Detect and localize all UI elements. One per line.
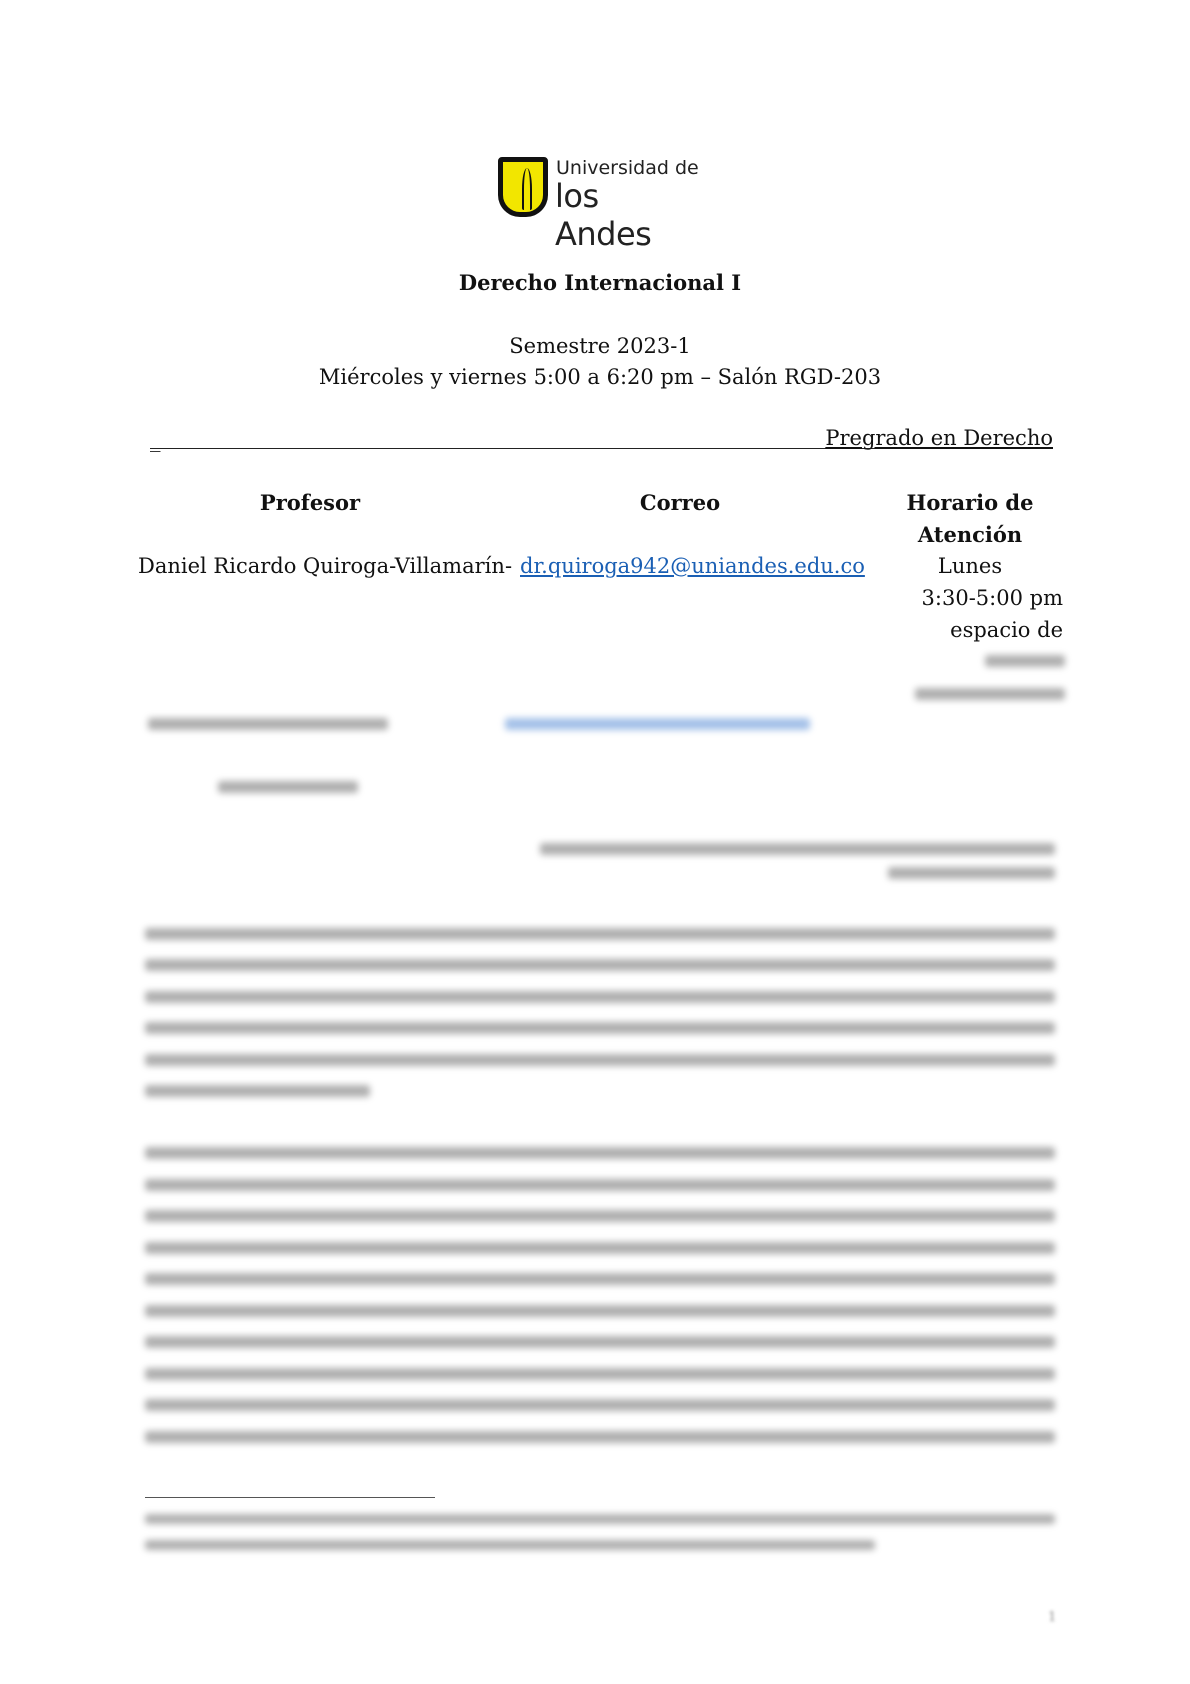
header-hours-1: Horario de bbox=[906, 490, 1034, 515]
redacted-text bbox=[148, 718, 388, 730]
header-email: Correo bbox=[639, 490, 721, 515]
logo-text-line2: los Andes bbox=[555, 177, 652, 253]
redacted-link bbox=[505, 718, 810, 730]
professor-email-link[interactable]: dr.quiroga942@uniandes.edu.co bbox=[520, 554, 865, 578]
footnote-divider bbox=[145, 1497, 435, 1498]
program-marker: _ bbox=[150, 428, 161, 452]
redacted-epigraph bbox=[888, 867, 1055, 879]
hours-time: 3:30-5:00 pm bbox=[921, 586, 1063, 610]
redacted-heading bbox=[218, 781, 358, 793]
page-number: 1 bbox=[1048, 1610, 1057, 1625]
header-hours-2: Atención bbox=[917, 522, 1023, 547]
hours-place: espacio de bbox=[950, 618, 1063, 642]
email-dash: - bbox=[505, 554, 513, 578]
program-label: Pregrado en Derecho bbox=[825, 426, 1053, 450]
course-title: Derecho Internacional I bbox=[458, 270, 742, 295]
semester: Semestre 2023-1 bbox=[509, 334, 691, 358]
header-professor: Profesor bbox=[259, 490, 361, 515]
professor-name: Daniel Ricardo Quiroga-Villamarín bbox=[138, 554, 505, 578]
schedule: Miércoles y viernes 5:00 a 6:20 pm – Salón RGD-203 bbox=[318, 365, 882, 389]
hours-day: Lunes bbox=[937, 554, 1003, 578]
redacted-epigraph bbox=[540, 843, 1055, 855]
redacted-text bbox=[985, 655, 1065, 667]
university-logo bbox=[498, 155, 703, 253]
logo-text-line1: Universidad de bbox=[556, 157, 699, 179]
shield-icon bbox=[498, 157, 548, 217]
redacted-text bbox=[915, 688, 1065, 700]
